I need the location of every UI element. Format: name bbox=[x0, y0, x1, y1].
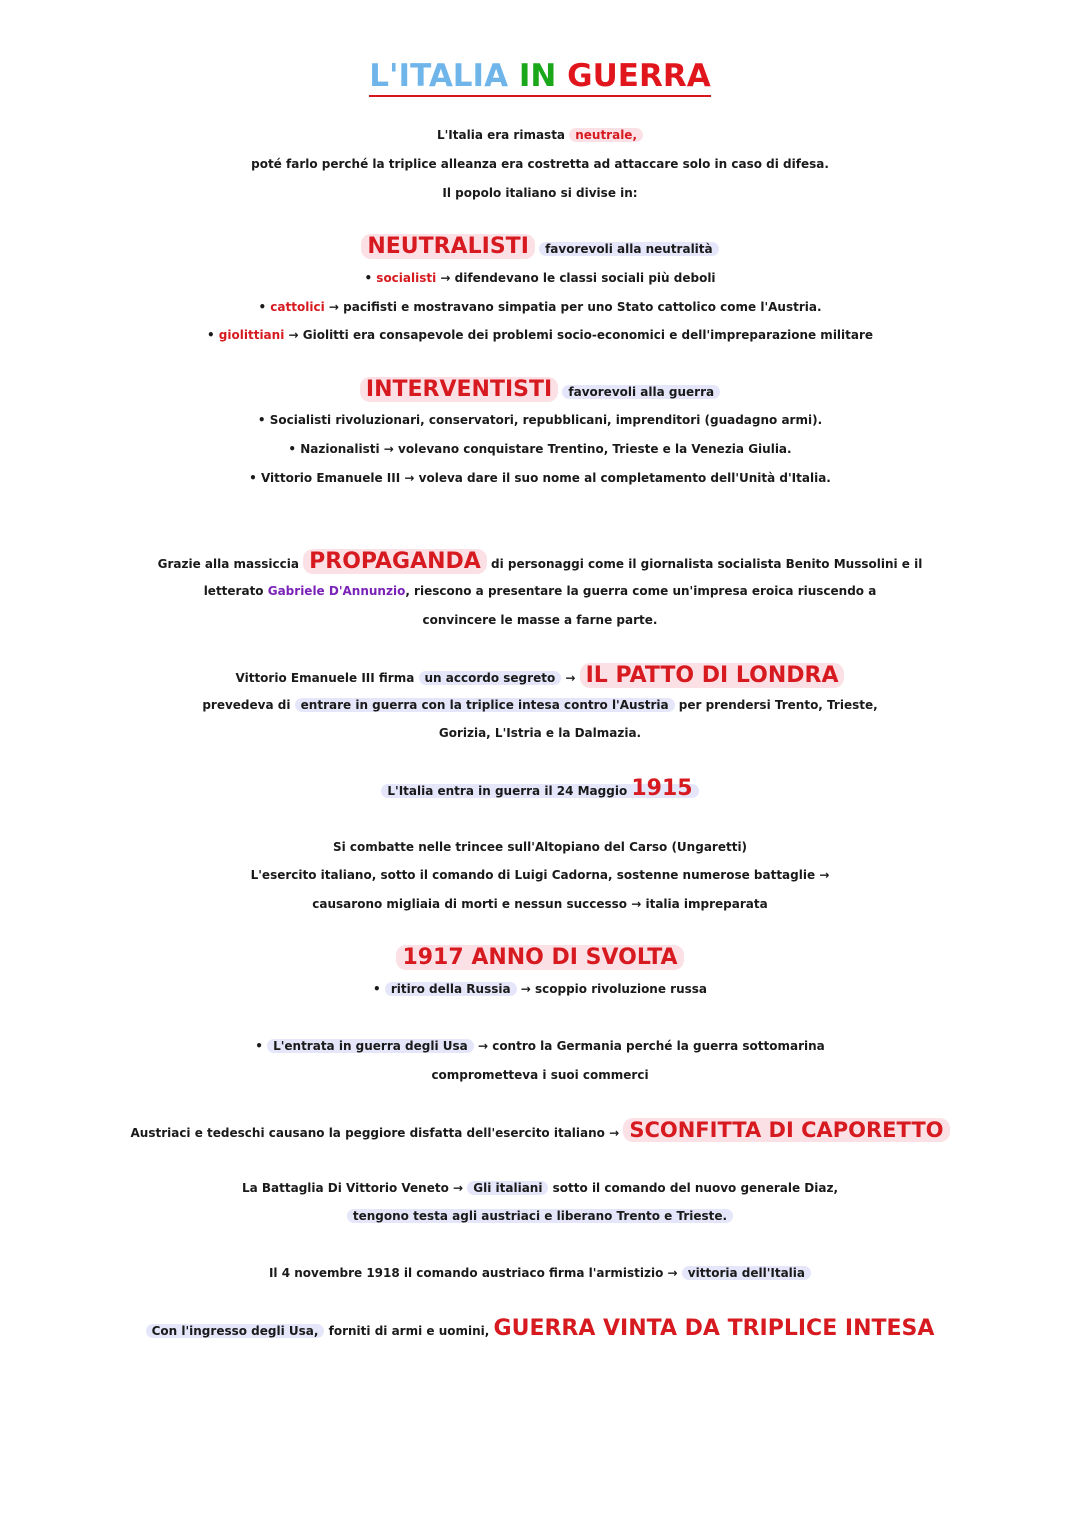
entrata-line: L'Italia entra in guerra il 24 Maggio 1915 bbox=[0, 776, 1080, 804]
armistizio-line: Il 4 novembre 1918 il comando austriaco firma l'armistizio → vittoria dell'Italia bbox=[0, 1260, 1080, 1286]
caporetto-line: Austriaci e tedeschi causano la peggiore disfatta dell'esercito italiano → SCONFITTA DI CAPORETTO bbox=[0, 1117, 1080, 1146]
arrow-icon: → bbox=[288, 328, 299, 342]
propaganda-line-3: convincere le masse a farne parte. bbox=[422, 613, 658, 627]
arrow-icon: → bbox=[565, 671, 576, 685]
neutralisti-item-1: • socialisti → difendevano le classi sociali più deboli bbox=[364, 271, 716, 285]
arrow-icon: → bbox=[631, 897, 642, 911]
arrow-icon: → bbox=[819, 868, 830, 882]
arrow-icon: → bbox=[328, 300, 339, 314]
svolta-item-2: • L'entrata in guerra degli Usa → contro la Germania perché la guerra sottomarina bbox=[255, 1039, 825, 1053]
carso-line-3: causarono migliaia di morti e nessun successo → italia impreparata bbox=[312, 897, 768, 911]
intro-line-3: Il popolo italiano si divise in: bbox=[442, 186, 638, 200]
patto-line-2: prevedeva di entrare in guerra con la triplice intesa contro l'Austria per prendersi Trento, Trieste, bbox=[202, 698, 878, 712]
arrow-icon: → bbox=[609, 1126, 620, 1140]
neutralisti-heading: NEUTRALISTI favorevoli alla neutralità bbox=[0, 234, 1080, 262]
svolta-item-2-cont: comprometteva i suoi commerci bbox=[431, 1068, 649, 1082]
propaganda-line-2: letterato Gabriele D'Annunzio, riescono a presentare la guerra come un'impresa eroica riuscendo a bbox=[203, 584, 877, 598]
arrow-icon: → bbox=[477, 1039, 489, 1053]
interventisti-item-1: • Socialisti rivoluzionari, conservatori, repubblicani, imprenditori (guadagno armi). bbox=[257, 413, 823, 427]
intro-line-2: poté farlo perché la triplice alleanza era costretta ad attaccare solo in caso di difesa. bbox=[251, 157, 829, 171]
svolta-item-1: • ritiro della Russia → scoppio rivoluzione russa bbox=[372, 982, 708, 996]
vittorio-veneto-line-2: tengono testa agli austriaci e liberano Trento e Trieste. bbox=[0, 1203, 1080, 1229]
neutralisti-item-2: • cattolici → pacifisti e mostravano simpatia per uno Stato cattolico come l'Austria. bbox=[258, 300, 822, 314]
carso-line-2: L'esercito italiano, sotto il comando di Luigi Cadorna, sostenne numerose battaglie → bbox=[250, 868, 830, 882]
carso-line-1: Si combatte nelle trincee sull'Altopiano del Carso (Ungaretti) bbox=[332, 840, 748, 854]
vittorio-veneto-line-1: La Battaglia Di Vittorio Veneto → Gli italiani sotto il comando del nuovo generale Diaz, bbox=[241, 1181, 839, 1195]
interventisti-heading: INTERVENTISTI favorevoli alla guerra bbox=[0, 377, 1080, 405]
arrow-icon: → bbox=[453, 1181, 464, 1195]
patto-line-1: Vittorio Emanuele III firma un accordo segreto → IL PATTO DI LONDRA bbox=[0, 663, 1080, 691]
neutralisti-item-3: • giolittiani → Giolitti era consapevole dei problemi socio-economici e dell'impreparazione militare bbox=[206, 328, 874, 342]
title-underline: L'ITALIA IN GUERRA bbox=[369, 58, 710, 97]
arrow-icon: → bbox=[440, 271, 451, 285]
arrow-icon: → bbox=[520, 982, 531, 996]
propaganda-line-1: Grazie alla massiccia PROPAGANDA di personaggi come il giornalista socialista Benito Mussolini e il bbox=[157, 549, 923, 574]
page-title bbox=[0, 56, 1080, 96]
patto-line-3: Gorizia, L'Istria e la Dalmazia. bbox=[438, 726, 642, 740]
svolta-heading: 1917 ANNO DI SVOLTA bbox=[0, 945, 1080, 973]
interventisti-item-3: • Vittorio Emanuele III → voleva dare il suo nome al completamento dell'Unità d'Italia. bbox=[249, 471, 831, 485]
arrow-icon: → bbox=[383, 442, 394, 456]
finale-line: Con l'ingresso degli Usa, forniti di armi e uomini, GUERRA VINTA DA TRIPLICE INTESA bbox=[0, 1316, 1080, 1344]
arrow-icon: → bbox=[667, 1266, 678, 1280]
interventisti-item-2: • Nazionalisti → volevano conquistare Trentino, Trieste e la Venezia Giulia. bbox=[288, 442, 792, 456]
intro-line-1: L'Italia era rimasta neutrale, bbox=[0, 122, 1080, 148]
arrow-icon: → bbox=[404, 471, 415, 485]
